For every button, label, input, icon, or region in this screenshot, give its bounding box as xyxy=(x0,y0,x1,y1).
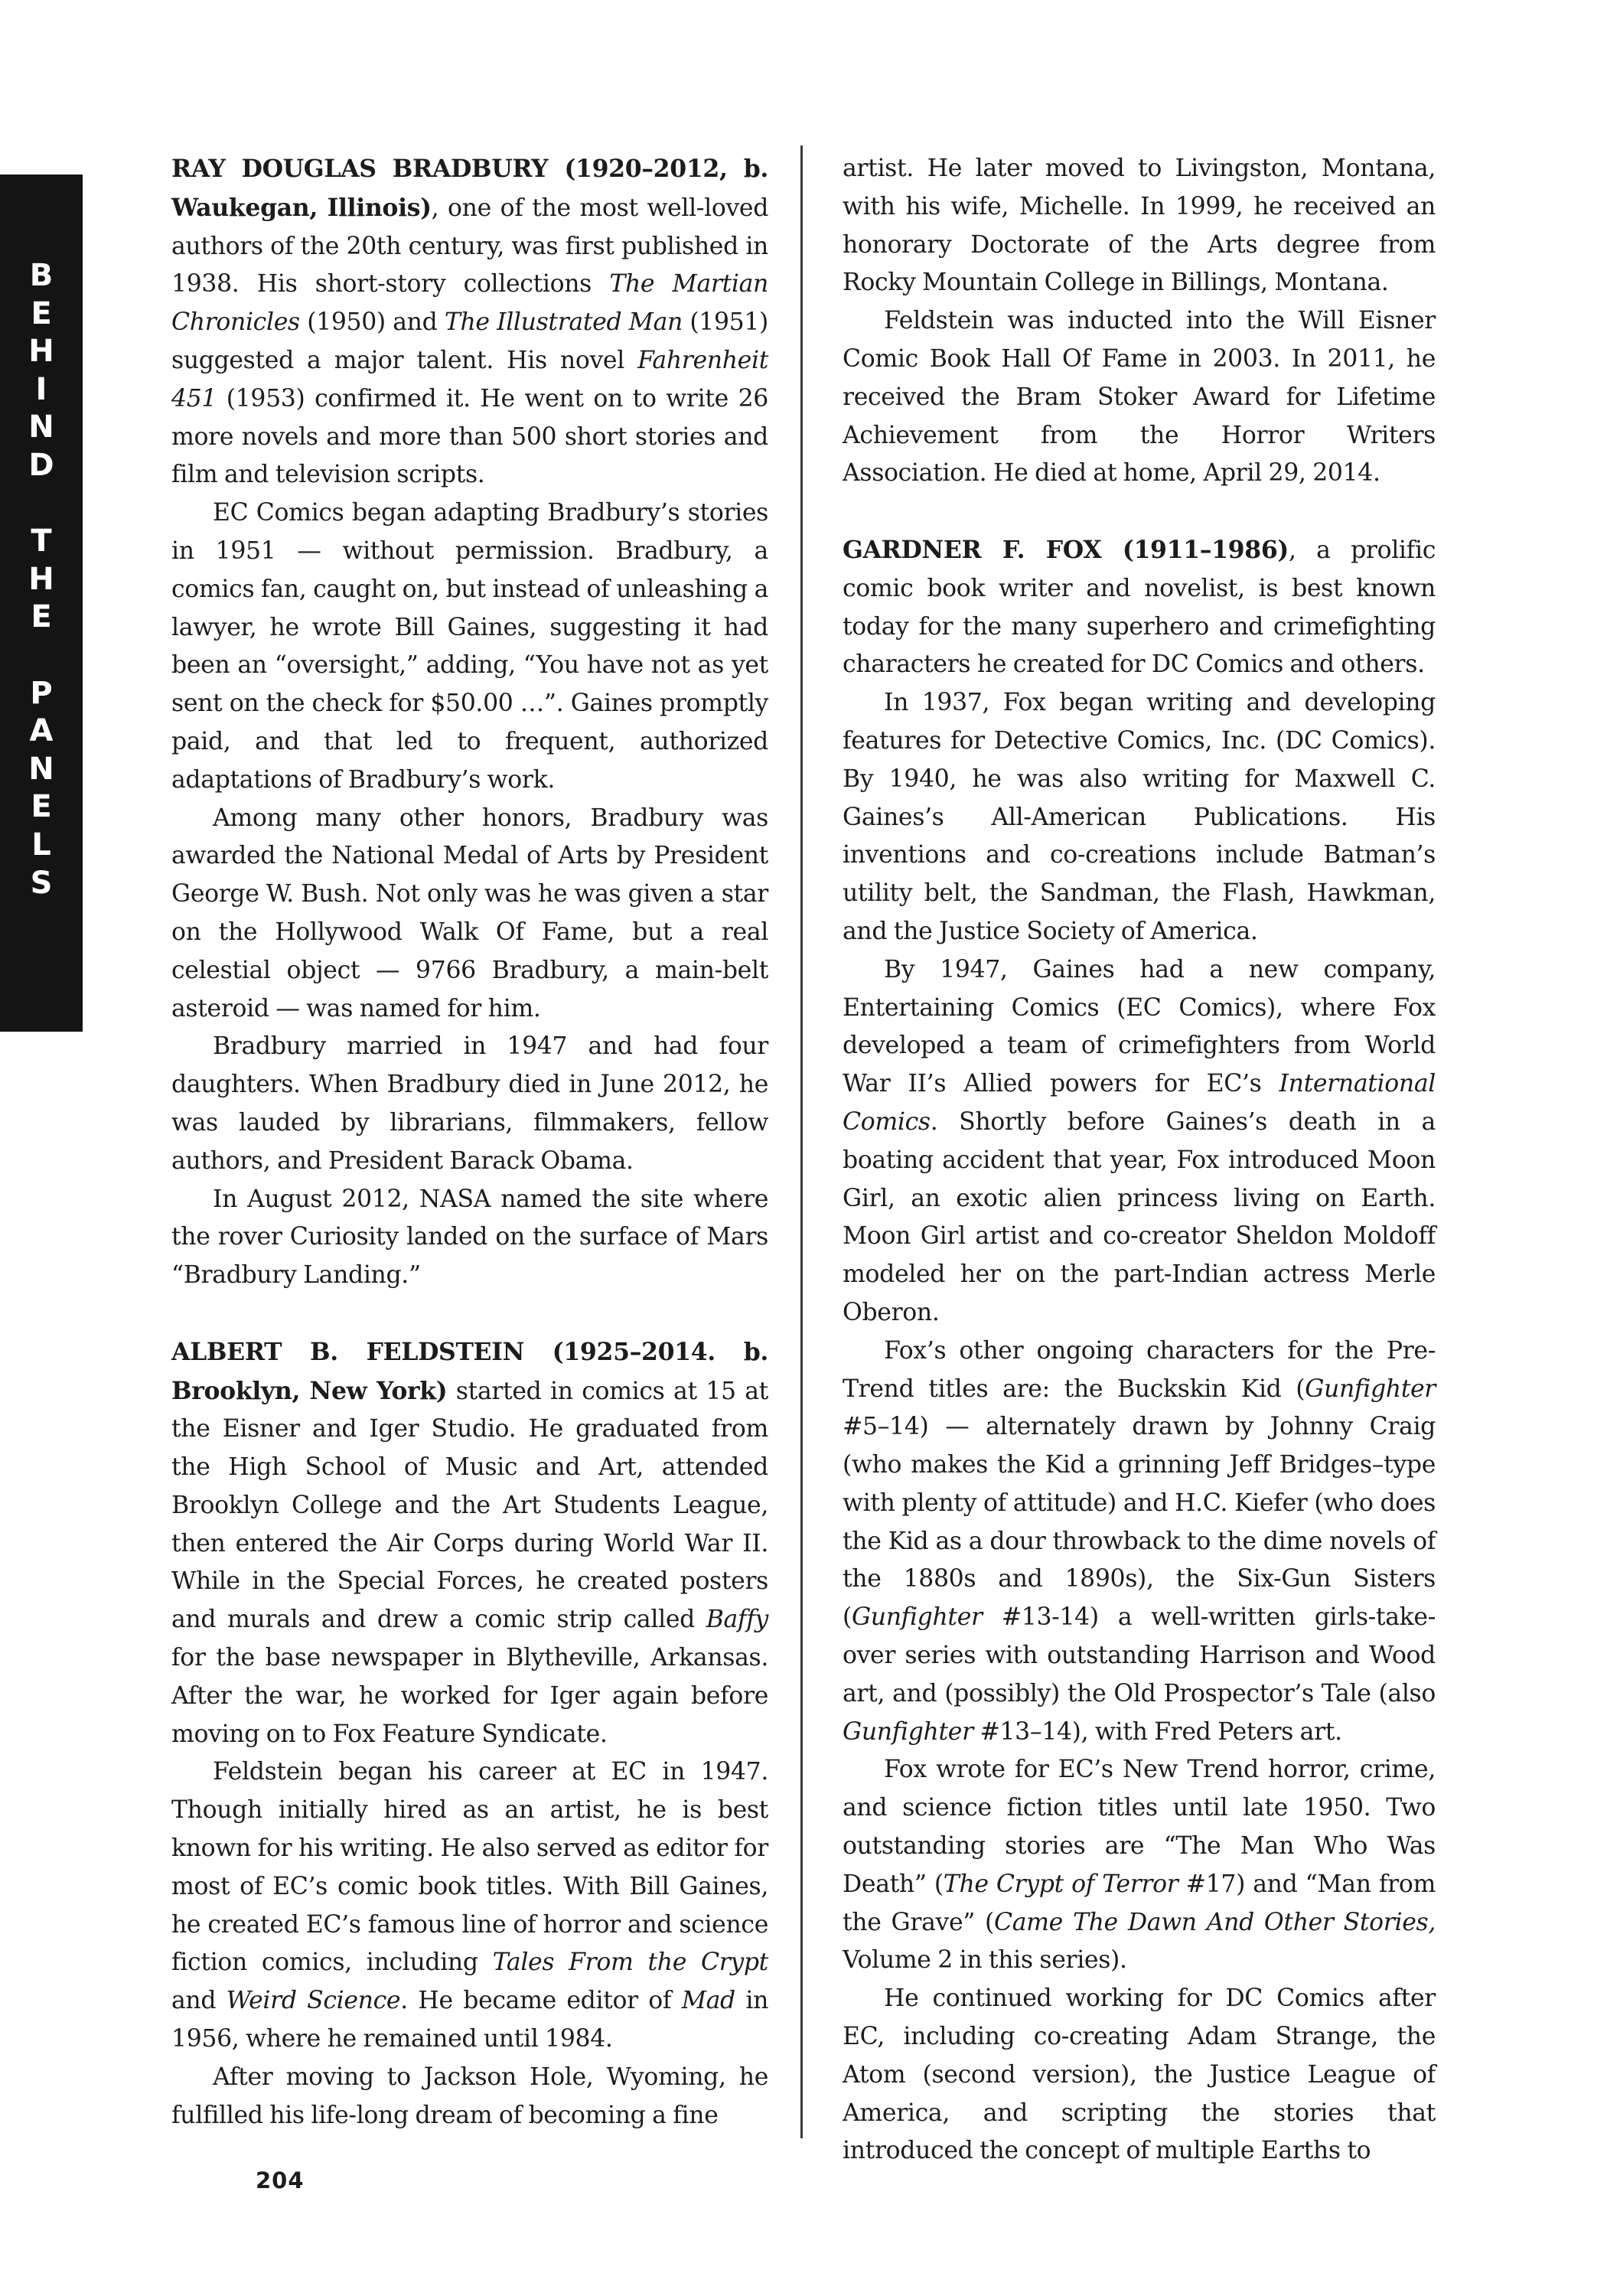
text-run: , a prolific comic book writer and novelist, is best known today for the many superhero and crimefighting characters he created for DC Comics and others. xyxy=(843,536,1436,679)
body-paragraph xyxy=(171,800,768,1029)
side-tab-letter: I xyxy=(35,371,47,407)
text-run: (1950) and xyxy=(299,308,445,337)
side-tab-letter: B xyxy=(29,258,54,293)
text-run: Fox wrote for EC’s New Trend horror, crime, and science fiction titles until late 1950. Two outstanding stories are “The Man Who Was Death” ( xyxy=(843,1756,1436,1898)
entry-heading: GARDNER F. FOX (1911–1986) xyxy=(843,535,1289,564)
body-paragraph xyxy=(843,150,1436,302)
body-paragraph xyxy=(171,2059,768,2135)
italic-title: The Illustrated Man xyxy=(444,308,683,337)
body-paragraph xyxy=(843,302,1436,493)
text-run: Feldstein was inducted into the Will Eisner Comic Book Hall Of Fame in 2003. In 2011, he received the Bram Stoker Award for Lifetime Achievement from the Horror Writers Association. He died at home, April 29, 2014. xyxy=(843,307,1436,488)
body-paragraph xyxy=(171,494,768,799)
side-tab-letter: H xyxy=(28,561,54,597)
italic-title: Weird Science xyxy=(226,1987,401,2015)
body-paragraph xyxy=(171,1753,768,2058)
text-run: #5–14) — alternately drawn by Johnny Craig (who makes the Kid a grinning Jeff Bridges–type with plenty of attitude) and H.C. Kiefer (who does the Kid as a dour throwback to the dime novels of the 1880s and 1890s), the Six-Gun Sisters ( xyxy=(843,1413,1436,1632)
italic-title: Gunfighter xyxy=(1305,1375,1436,1403)
left-text-column xyxy=(171,150,768,2135)
biography-entry-opening xyxy=(171,150,768,494)
text-run: #13–14), with Fred Peters art. xyxy=(973,1717,1342,1746)
italic-title: Gunfighter xyxy=(843,1717,973,1746)
body-paragraph xyxy=(843,951,1436,1332)
text-run: In 1937, Fox began writing and developing features for Detective Comics, Inc. (DC Comics). By 1940, he was also writing for Maxwell C. Gaines’s All-American Publications. His inventions and co-creations include Batman’s utility belt, the Sandman, the Flash, Hawkman, and the Justice Society of America. xyxy=(843,689,1436,945)
text-run: Volume 2 in this series). xyxy=(843,1946,1127,1975)
side-tab-letter: T xyxy=(31,523,52,559)
body-paragraph xyxy=(843,684,1436,951)
body-paragraph xyxy=(171,1181,768,1295)
side-tab-letter: N xyxy=(28,409,54,445)
italic-title: Fahrenheit 451 xyxy=(171,346,768,413)
italic-title: The Crypt of Terror xyxy=(943,1870,1178,1898)
italic-title: Mad xyxy=(681,1987,735,2015)
right-text-column xyxy=(843,150,1436,2170)
text-run: . Shortly before Gaines’s death in a boating accident that year, Fox introduced Moon Girl, an exotic alien princess living on Earth. Moon Girl artist and co-creator Sheldon Moldoff modeled her on the part-Indian actress Merle Oberon. xyxy=(843,1107,1436,1326)
side-tab-letter: A xyxy=(29,713,54,749)
text-run: (1953) confirmed it. He went on to write 26 more novels and more than 500 short stories and film and television scripts. xyxy=(171,384,768,489)
text-run: #13-14) a well-written girls-take-over series with outstanding Harrison and Wood art, and (possibly) the Old Prospector’s Tale (also xyxy=(843,1603,1436,1707)
text-run: , one of the most well-loved authors of the 20th century, was first published in 1938. His short-story collections xyxy=(171,194,769,298)
text-run: and xyxy=(171,1987,227,2015)
entry-heading: RAY DOUGLAS BRADBURY (1920–2012, b. Waukegan, Illinois) xyxy=(171,155,768,222)
text-run: for the base newspaper in Blytheville, Arkansas. After the war, he worked for Iger again before moving on to Fox Feature Syndicate. xyxy=(171,1644,768,1748)
text-run: in 1956, where he remained until 1984. xyxy=(171,1987,769,2053)
text-run: Bradbury married in 1947 and had four daughters. When Bradbury died in June 2012, he was lauded by librarians, filmmakers, fellow authors, and President Barack Obama. xyxy=(171,1032,768,1175)
body-paragraph xyxy=(843,1980,1436,2170)
italic-title: Gunfighter xyxy=(851,1603,983,1632)
text-run: Feldstein began his career at EC in 1947. Though initially hired as an artist, he is best known for his writing. He also served as editor for most of EC’s comic book titles. With Bill Gaines, he created EC’s famous line of horror and science fiction comics, including xyxy=(171,1758,768,1977)
text-run: Among many other honors, Bradbury was awarded the National Medal of Arts by President George W. Bush. Not only was he was given a star on the Hollywood Walk Of Fame, but a real celestial object — 9766 Bradbury, a main-belt asteroid — was named for him. xyxy=(171,804,768,1022)
entry-heading: ALBERT B. FELDSTEIN (1925–2014. b. Brooklyn, New York) xyxy=(171,1337,768,1405)
side-tab-letter: E xyxy=(31,295,52,331)
section-side-tab-title xyxy=(0,257,83,902)
italic-title: The Martian Chronicles xyxy=(171,270,768,337)
side-tab-spacer xyxy=(0,485,83,523)
body-paragraph xyxy=(843,1751,1436,1980)
text-run: Fox’s other ongoing characters for the Pre-Trend titles are: the Buckskin Kid ( xyxy=(843,1336,1436,1403)
side-tab-letter: H xyxy=(28,334,54,370)
body-paragraph xyxy=(171,1028,768,1180)
side-tab-letter: E xyxy=(31,599,52,635)
column-divider xyxy=(800,145,803,2138)
text-run: . He became editor of xyxy=(400,1987,682,2015)
italic-title: Baffy xyxy=(706,1606,768,1634)
text-run: artist. He later moved to Livingston, Montana, with his wife, Michelle. In 1999, he received an honorary Doctorate of the Arts degree from Rocky Mountain College in Billings, Montana. xyxy=(843,155,1436,297)
biography-entry-opening xyxy=(171,1333,768,1754)
text-run: (1951) suggested a major talent. His novel xyxy=(171,308,768,374)
side-tab-letter: S xyxy=(30,865,53,901)
text-run: By 1947, Gaines had a new company, Entertaining Comics (EC Comics), where Fox developed a team of crimefighters from World War II’s Allied powers for EC’s xyxy=(843,955,1436,1098)
side-tab-letter: L xyxy=(31,827,51,863)
page-number: 204 xyxy=(256,2167,305,2193)
italic-title: International Comics xyxy=(843,1070,1436,1136)
text-run: started in comics at 15 at the Eisner and Iger Studio. He graduated from the High School of Music and Art, attended Brooklyn College and the Art Students League, then entered the Air Corps during World War II. While in the Special Forces, he created posters and murals and drew a comic strip called xyxy=(171,1377,768,1634)
biography-entry-opening xyxy=(843,531,1436,684)
italic-title: Tales From the Crypt xyxy=(492,1949,768,1977)
side-tab-letter: D xyxy=(28,447,54,483)
text-run: He continued working for DC Comics after EC, including co-creating Adam Strange, the Atom (second version), the Justice League of America, and scripting the stories that introduced the concept of multiple Earths to xyxy=(843,1985,1436,2165)
side-tab-letter: E xyxy=(31,789,52,825)
text-run: After moving to Jackson Hole, Wyoming, he fulfilled his life-long dream of becoming a fine xyxy=(171,2063,768,2129)
italic-title: Came The Dawn And Other Stories, xyxy=(993,1908,1436,1936)
side-tab-spacer xyxy=(0,637,83,675)
side-tab-letter: P xyxy=(30,675,53,711)
text-run: In August 2012, NASA named the site where the rover Curiosity landed on the surface of Mars “Bradbury Landing.” xyxy=(171,1185,768,1290)
text-run: EC Comics began adapting Bradbury’s stories in 1951 — without permission. Bradbury, a comics fan, caught on, but instead of unleashing a lawyer, he wrote Bill Gaines, suggesting it had been an “oversight,” adding, “You have not as yet sent on the check for $50.00 …”. Gaines promptly paid, and that led to frequent, authorized adaptations of Bradbury’s work. xyxy=(171,499,768,794)
body-paragraph xyxy=(843,1332,1436,1752)
text-run: #17) and “Man from the Grave” ( xyxy=(843,1870,1436,1936)
side-tab-letter: N xyxy=(28,751,54,787)
